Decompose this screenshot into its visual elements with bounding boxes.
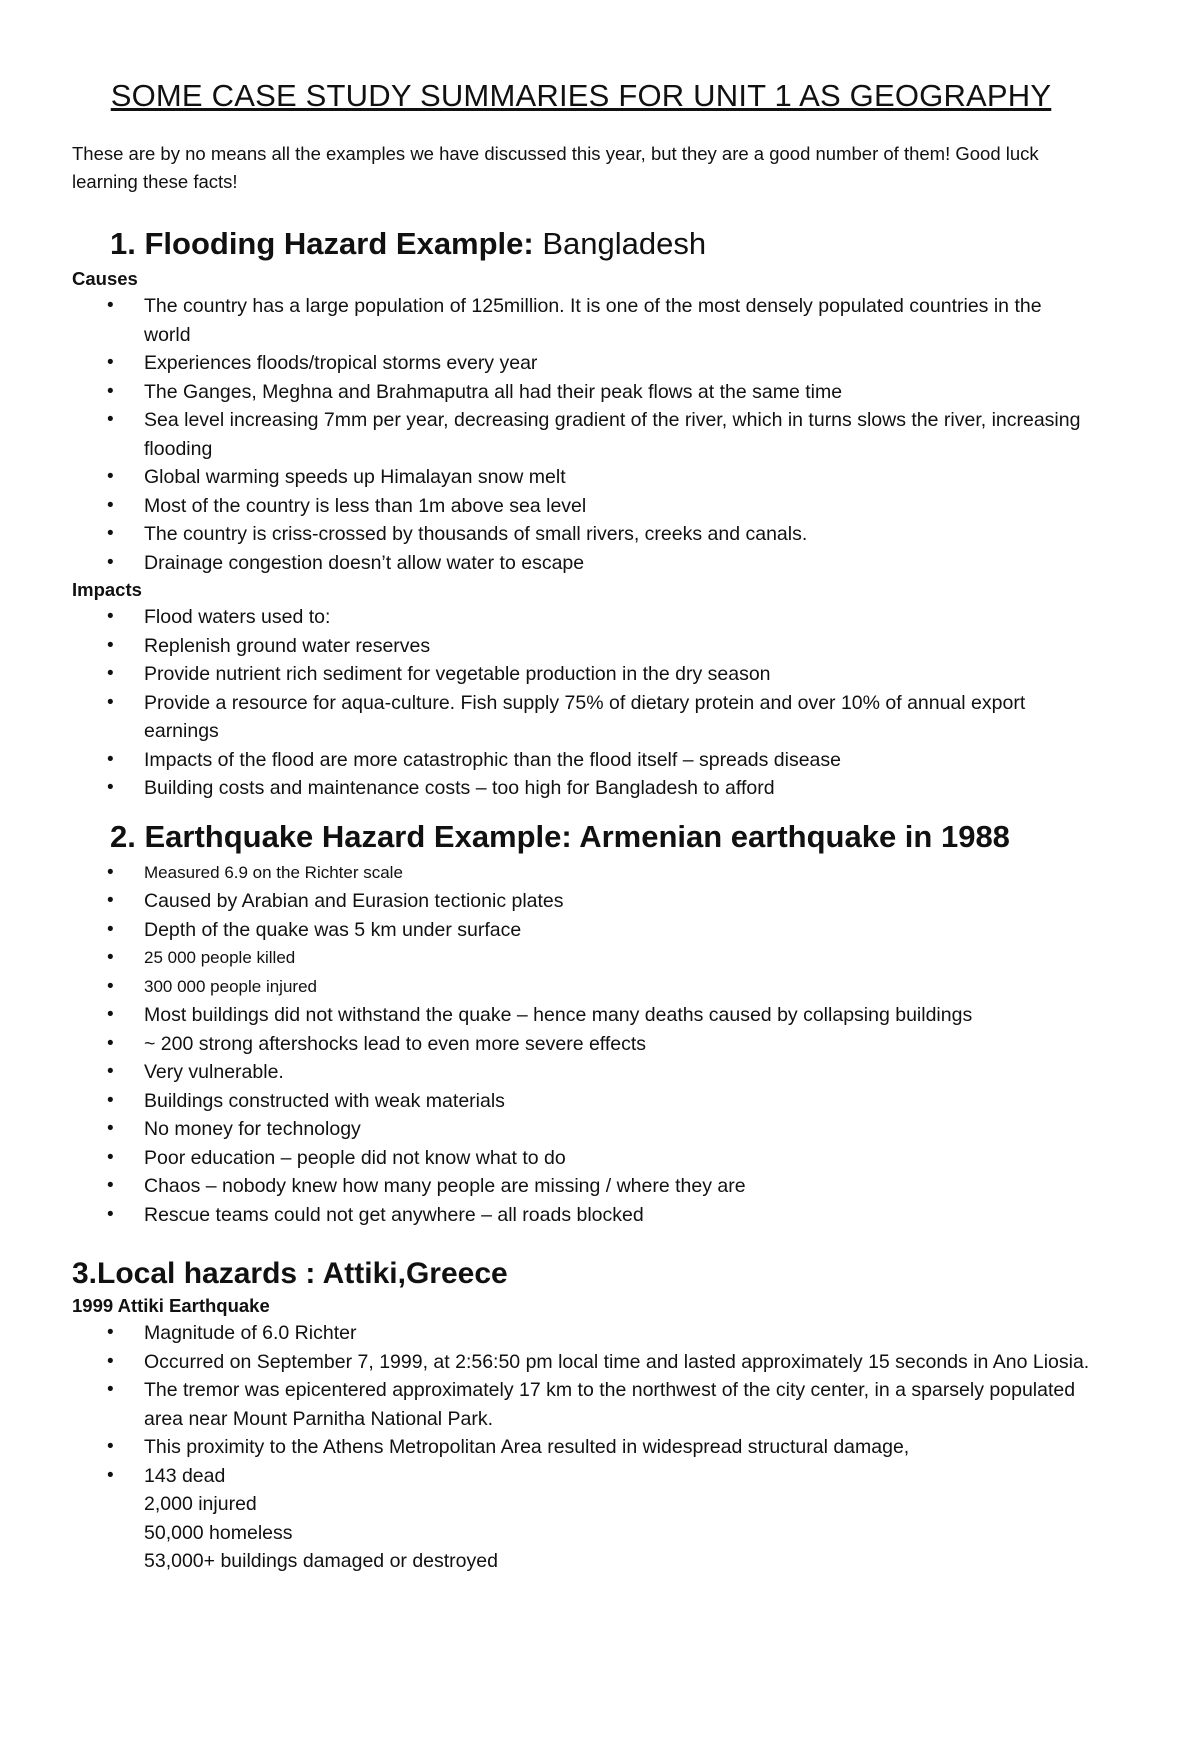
attiki-facts-list <box>72 1319 1090 1576</box>
list-item: • 300 000 people injured <box>144 973 1090 1002</box>
list-item: • Sea level increasing 7mm per year, decreasing gradient of the river, which in turns slows the river, increasing flooding <box>144 406 1090 463</box>
section-3-subheading: 1999 Attiki Earthquake <box>72 1295 270 1316</box>
list-item: • Caused by Arabian and Eurasion tectionic plates <box>144 887 1090 916</box>
list-item: • Replenish ground water reserves <box>144 632 1090 661</box>
section-3-heading: 3.Local hazards : Attiki,Greece <box>72 1257 508 1290</box>
list-item: • Global warming speeds up Himalayan snow melt <box>144 463 1090 492</box>
list-item: • Building costs and maintenance costs – too high for Bangladesh to afford <box>144 774 1090 803</box>
causes-list <box>72 292 1090 577</box>
casualty-dead: • 143 dead <box>144 1464 226 1487</box>
list-item: • Flood waters used to: <box>144 603 1090 632</box>
list-item: • The Ganges, Meghna and Brahmaputra all had their peak flows at the same time <box>144 378 1090 407</box>
list-item: • ~ 200 strong aftershocks lead to even more severe effects <box>144 1030 1090 1059</box>
list-item: • Impacts of the flood are more catastrophic than the flood itself – spreads disease <box>144 746 1090 775</box>
list-item: • Poor education – people did not know what to do <box>144 1144 1090 1173</box>
intro-paragraph: These are by no means all the examples we have discussed this year, but they are a good number of them! Good luck learning these facts! <box>72 143 1039 192</box>
list-item: • Rescue teams could not get anywhere – all roads blocked <box>144 1201 1090 1230</box>
list-item: • Chaos – nobody knew how many people are missing / where they are <box>144 1172 1090 1201</box>
section-2-heading: 2. Earthquake Hazard Example: Armenian earthquake in 1988 <box>110 818 1010 854</box>
list-item: • Occurred on September 7, 1999, at 2:56:50 pm local time and lasted approximately 15 seconds in Ano Liosia. <box>144 1348 1090 1377</box>
list-item: • Measured 6.9 on the Richter scale <box>144 859 1090 888</box>
list-item: • Drainage congestion doesn’t allow water to escape <box>144 549 1090 578</box>
list-item: • Depth of the quake was 5 km under surface <box>144 916 1090 945</box>
list-item: • The country is criss-crossed by thousands of small rivers, creeks and canals. <box>144 520 1090 549</box>
section-1-heading-prefix: 1. Flooding Hazard Example: <box>110 226 543 261</box>
list-item: • Buildings constructed with weak materials <box>144 1087 1090 1116</box>
earthquake-facts-list <box>72 859 1090 1230</box>
list-item: • Most of the country is less than 1m above sea level <box>144 492 1090 521</box>
list-item: • Most buildings did not withstand the quake – hence many deaths caused by collapsing buildings <box>144 1001 1090 1030</box>
list-item: • Provide nutrient rich sediment for vegetable production in the dry season <box>144 660 1090 689</box>
list-item: • Very vulnerable. <box>144 1058 1090 1087</box>
impacts-label: Impacts <box>72 579 142 600</box>
list-item: • Provide a resource for aqua-culture. Fish supply 75% of dietary protein and over 10% of annual export earnings <box>144 689 1090 746</box>
casualty-homeless: 50,000 homeless <box>144 1521 293 1544</box>
list-item: • The tremor was epicentered approximately 17 km to the northwest of the city center, in a sparsely populated area near Mount Parnitha National Park. <box>144 1376 1090 1433</box>
casualty-buildings: 53,000+ buildings damaged or destroyed <box>144 1550 498 1572</box>
section-1-heading-place: Bangladesh <box>542 226 707 261</box>
impacts-list <box>72 603 1090 803</box>
list-item: • Experiences floods/tropical storms every year <box>144 349 1090 378</box>
list-item: • This proximity to the Athens Metropolitan Area resulted in widespread structural damage, <box>144 1433 1090 1462</box>
list-item: • The country has a large population of 125million. It is one of the most densely populated countries in the world <box>144 292 1090 349</box>
casualty-injured: 2,000 injured <box>144 1493 257 1515</box>
section-1-heading <box>72 224 1090 264</box>
causes-label: Causes <box>72 268 138 289</box>
list-item: • Magnitude of 6.0 Richter <box>144 1319 1090 1348</box>
list-item: • No money for technology <box>144 1115 1090 1144</box>
list-item <box>144 1462 1090 1576</box>
list-item: • 25 000 people killed <box>144 944 1090 973</box>
document-title: SOME CASE STUDY SUMMARIES FOR UNIT 1 AS GEOGRAPHY <box>110 78 1052 113</box>
